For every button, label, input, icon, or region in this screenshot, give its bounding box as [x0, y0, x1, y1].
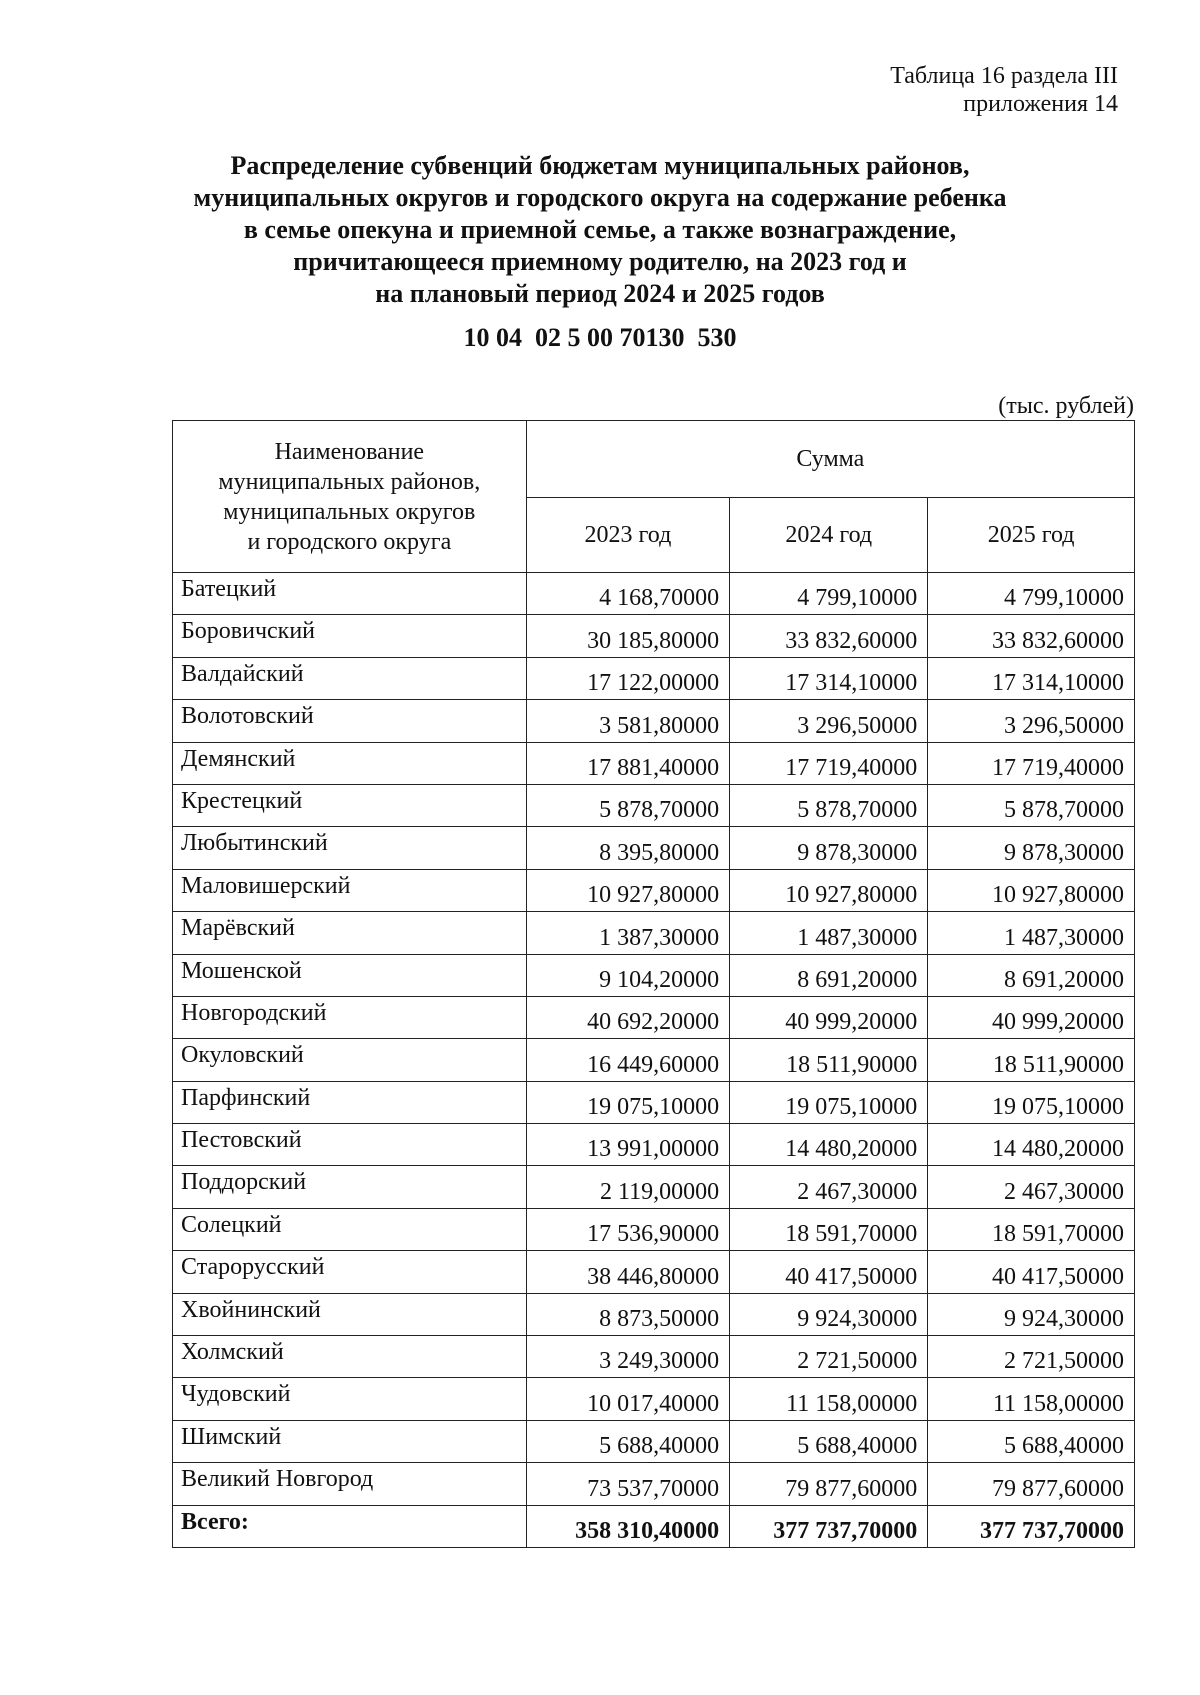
column-header-sum: Сумма	[526, 421, 1134, 498]
amount-2025: 377 737,70000	[928, 1505, 1135, 1547]
amount-2023: 8 395,80000	[526, 827, 729, 869]
amount-2025: 9 924,30000	[928, 1293, 1135, 1335]
column-header-2024: 2024 год	[730, 498, 928, 573]
table-row	[173, 615, 1135, 657]
amount-2023: 4 168,70000	[526, 573, 729, 615]
amount-2025: 3 296,50000	[928, 700, 1135, 742]
title-line: Распределение субвенций бюджетам муниципальных районов,	[230, 151, 970, 180]
amount-2024: 9 924,30000	[730, 1293, 928, 1335]
amount-2024: 14 480,20000	[730, 1124, 928, 1166]
table-row	[173, 700, 1135, 742]
amount-2024: 33 832,60000	[730, 615, 928, 657]
amount-2025: 18 511,90000	[928, 1039, 1135, 1081]
subvention-table	[172, 420, 1135, 1548]
amount-2024: 1 487,30000	[730, 912, 928, 954]
district-name: Валдайский	[173, 657, 527, 699]
amount-2023: 10 927,80000	[526, 869, 729, 911]
district-name: Батецкий	[173, 573, 527, 615]
title-line: муниципальных округов и городского округа на содержание ребенка	[193, 183, 1007, 212]
amount-2024: 5 878,70000	[730, 784, 928, 826]
table-row	[173, 1420, 1135, 1462]
amount-2025: 9 878,30000	[928, 827, 1135, 869]
amount-2025: 19 075,10000	[928, 1081, 1135, 1123]
amount-2024: 19 075,10000	[730, 1081, 928, 1123]
table-row	[173, 784, 1135, 826]
table-row	[173, 996, 1135, 1038]
table-row	[173, 827, 1135, 869]
amount-2023: 5 878,70000	[526, 784, 729, 826]
district-name: Марёвский	[173, 912, 527, 954]
table-body	[173, 573, 1135, 1548]
title-line: причитающееся приемному родителю, на 2023 год и	[293, 247, 907, 276]
amount-2025: 79 877,60000	[928, 1463, 1135, 1505]
amount-2025: 17 314,10000	[928, 657, 1135, 699]
amount-2024: 2 467,30000	[730, 1166, 928, 1208]
amount-2023: 38 446,80000	[526, 1251, 729, 1293]
amount-2023: 16 449,60000	[526, 1039, 729, 1081]
district-name: Окуловский	[173, 1039, 527, 1081]
amount-2025: 40 999,20000	[928, 996, 1135, 1038]
table-row	[173, 573, 1135, 615]
amount-2024: 18 511,90000	[730, 1039, 928, 1081]
amount-2023: 10 017,40000	[526, 1378, 729, 1420]
amount-2023: 40 692,20000	[526, 996, 729, 1038]
district-name: Боровичский	[173, 615, 527, 657]
table-row	[173, 742, 1135, 784]
district-name: Маловишерский	[173, 869, 527, 911]
district-name: Крестецкий	[173, 784, 527, 826]
table-row	[173, 1039, 1135, 1081]
district-name: Любытинский	[173, 827, 527, 869]
amount-2023: 13 991,00000	[526, 1124, 729, 1166]
table-reference	[890, 62, 1118, 118]
amount-2025: 17 719,40000	[928, 742, 1135, 784]
amount-2025: 10 927,80000	[928, 869, 1135, 911]
table-row	[173, 912, 1135, 954]
table-header-row	[173, 421, 1135, 498]
amount-2024: 17 314,10000	[730, 657, 928, 699]
amount-2024: 2 721,50000	[730, 1336, 928, 1378]
reference-line-2: приложения 14	[963, 91, 1118, 117]
amount-2024: 5 688,40000	[730, 1420, 928, 1462]
amount-2023: 5 688,40000	[526, 1420, 729, 1462]
district-name: Хвойнинский	[173, 1293, 527, 1335]
amount-2023: 17 881,40000	[526, 742, 729, 784]
total-label: Всего:	[173, 1505, 527, 1547]
amount-2023: 17 536,90000	[526, 1208, 729, 1250]
amount-2025: 18 591,70000	[928, 1208, 1135, 1250]
amount-2025: 5 878,70000	[928, 784, 1135, 826]
title-line: в семье опекуна и приемной семье, а также вознаграждение,	[243, 215, 957, 244]
amount-2023: 3 581,80000	[526, 700, 729, 742]
amount-2024: 40 417,50000	[730, 1251, 928, 1293]
table-row	[173, 1378, 1135, 1420]
unit-label: (тыс. рублей)	[998, 393, 1134, 419]
amount-2023: 358 310,40000	[526, 1505, 729, 1547]
district-name: Мошенской	[173, 954, 527, 996]
amount-2024: 11 158,00000	[730, 1378, 928, 1420]
budget-classification-code: 10 04 02 5 00 70130 530	[463, 323, 737, 352]
column-header-2023: 2023 год	[526, 498, 729, 573]
table-row	[173, 1293, 1135, 1335]
amount-2024: 17 719,40000	[730, 742, 928, 784]
amount-2025: 8 691,20000	[928, 954, 1135, 996]
amount-2025: 4 799,10000	[928, 573, 1135, 615]
header-name-line: муниципальных округов	[223, 498, 476, 525]
table-row	[173, 1081, 1135, 1123]
table-row	[173, 1208, 1135, 1250]
district-name: Холмский	[173, 1336, 527, 1378]
amount-2023: 9 104,20000	[526, 954, 729, 996]
table-total-row	[173, 1505, 1135, 1547]
amount-2024: 9 878,30000	[730, 827, 928, 869]
amount-2023: 8 873,50000	[526, 1293, 729, 1335]
table-row	[173, 1166, 1135, 1208]
district-name: Волотовский	[173, 700, 527, 742]
table-row	[173, 869, 1135, 911]
amount-2024: 18 591,70000	[730, 1208, 928, 1250]
amount-2025: 40 417,50000	[928, 1251, 1135, 1293]
column-header-2025: 2025 год	[928, 498, 1135, 573]
table-row	[173, 1463, 1135, 1505]
amount-2023: 2 119,00000	[526, 1166, 729, 1208]
district-name: Новгородский	[173, 996, 527, 1038]
district-name: Старорусский	[173, 1251, 527, 1293]
amount-2023: 30 185,80000	[526, 615, 729, 657]
district-name: Шимский	[173, 1420, 527, 1462]
district-name: Демянский	[173, 742, 527, 784]
table-row	[173, 1336, 1135, 1378]
table-row	[173, 1251, 1135, 1293]
district-name: Чудовский	[173, 1378, 527, 1420]
district-name: Пестовский	[173, 1124, 527, 1166]
district-name: Парфинский	[173, 1081, 527, 1123]
table-row	[173, 954, 1135, 996]
amount-2023: 17 122,00000	[526, 657, 729, 699]
table-row	[173, 657, 1135, 699]
amount-2024: 3 296,50000	[730, 700, 928, 742]
district-name: Поддорский	[173, 1166, 527, 1208]
title-line: на плановый период 2024 и 2025 годов	[375, 279, 825, 308]
amount-2023: 3 249,30000	[526, 1336, 729, 1378]
header-name-line: муниципальных районов,	[218, 468, 481, 495]
amount-2023: 73 537,70000	[526, 1463, 729, 1505]
amount-2025: 11 158,00000	[928, 1378, 1135, 1420]
table-row	[173, 1124, 1135, 1166]
amount-2025: 14 480,20000	[928, 1124, 1135, 1166]
amount-2024: 10 927,80000	[730, 869, 928, 911]
amount-2025: 33 832,60000	[928, 615, 1135, 657]
header-name-line: Наименование	[274, 438, 425, 465]
amount-2025: 1 487,30000	[928, 912, 1135, 954]
amount-2024: 377 737,70000	[730, 1505, 928, 1547]
column-header-name	[173, 421, 527, 573]
district-name: Великий Новгород	[173, 1463, 527, 1505]
reference-line-1: Таблица 16 раздела III	[890, 63, 1118, 89]
amount-2025: 2 467,30000	[928, 1166, 1135, 1208]
amount-2024: 8 691,20000	[730, 954, 928, 996]
amount-2025: 5 688,40000	[928, 1420, 1135, 1462]
district-name: Солецкий	[173, 1208, 527, 1250]
amount-2024: 40 999,20000	[730, 996, 928, 1038]
header-name-line: и городского округа	[247, 528, 452, 555]
amount-2023: 19 075,10000	[526, 1081, 729, 1123]
amount-2023: 1 387,30000	[526, 912, 729, 954]
amount-2024: 4 799,10000	[730, 573, 928, 615]
document-title	[100, 150, 1100, 310]
amount-2024: 79 877,60000	[730, 1463, 928, 1505]
amount-2025: 2 721,50000	[928, 1336, 1135, 1378]
